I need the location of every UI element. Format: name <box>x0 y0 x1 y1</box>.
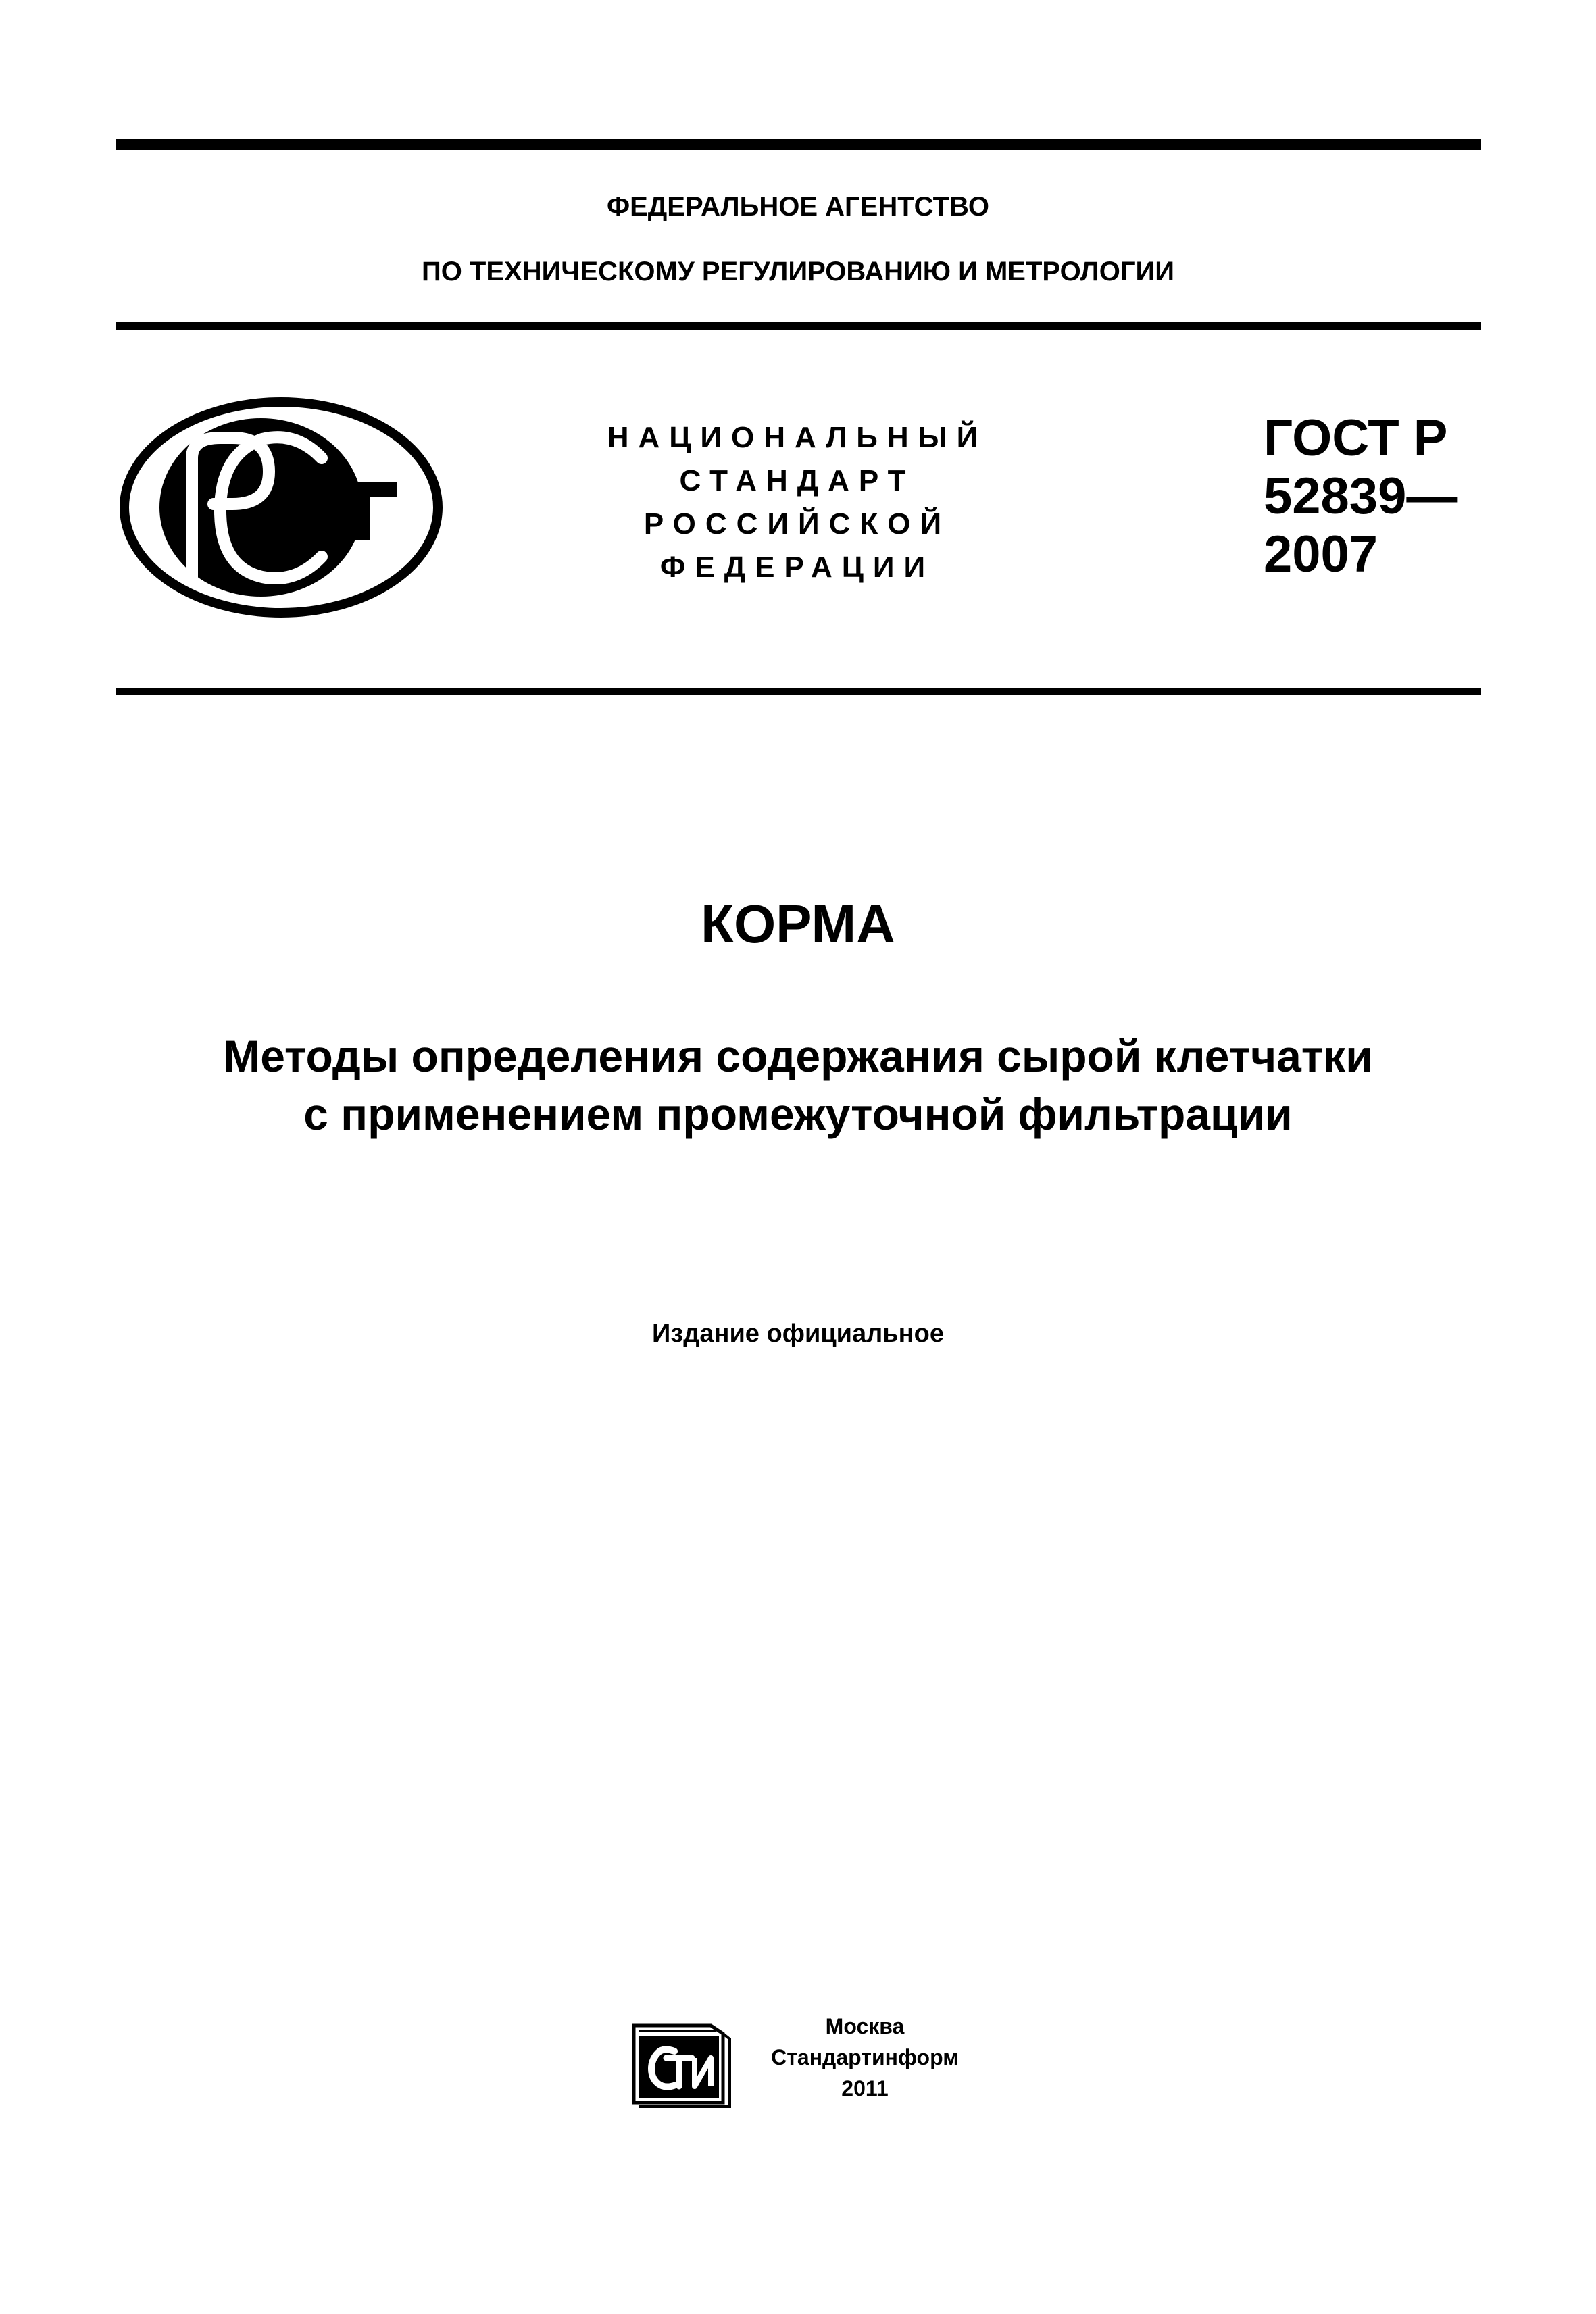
designation-line-1: ГОСТ Р <box>1264 409 1448 467</box>
imprint-city: Москва <box>825 2014 905 2038</box>
designation-line-3: 2007 <box>1264 526 1378 583</box>
bottom-rule <box>116 688 1481 695</box>
document-title: КОРМА <box>701 894 895 954</box>
agency-name-line-2: ПО ТЕХНИЧЕСКОМУ РЕГУЛИРОВАНИЮ И МЕТРОЛОГИИ <box>421 257 1175 286</box>
imprint-publisher: Стандартинформ <box>771 2045 959 2069</box>
imprint <box>737 2011 993 2104</box>
document-subtitle <box>0 1027 1596 1143</box>
agency-name-line-1: ФЕДЕРАЛЬНОЕ АГЕНТСТВО <box>606 192 990 222</box>
designation-line-2: 52839— <box>1264 468 1458 525</box>
national-standard-line-4: ФЕДЕРАЦИИ <box>659 551 935 584</box>
top-rule <box>116 139 1481 150</box>
standard-designation <box>1264 409 1487 584</box>
subtitle-line-1: Методы определения содержания сырой клетчатки <box>223 1031 1373 1081</box>
rst-emblem-icon <box>119 396 443 619</box>
edition-note: Издание официальное <box>652 1319 944 1348</box>
middle-rule <box>116 322 1481 330</box>
national-standard-line-2: СТАНДАРТ <box>679 464 916 497</box>
national-standard-line-3: РОССИЙСКОЙ <box>643 507 951 540</box>
national-standard-label <box>588 416 1007 589</box>
standartinform-logo-icon <box>622 2020 735 2108</box>
subtitle-line-2: с применением промежуточной фильтрации <box>303 1089 1293 1139</box>
national-standard-line-1: НАЦИОНАЛЬНЫЙ <box>607 421 988 454</box>
imprint-year: 2011 <box>841 2076 889 2101</box>
